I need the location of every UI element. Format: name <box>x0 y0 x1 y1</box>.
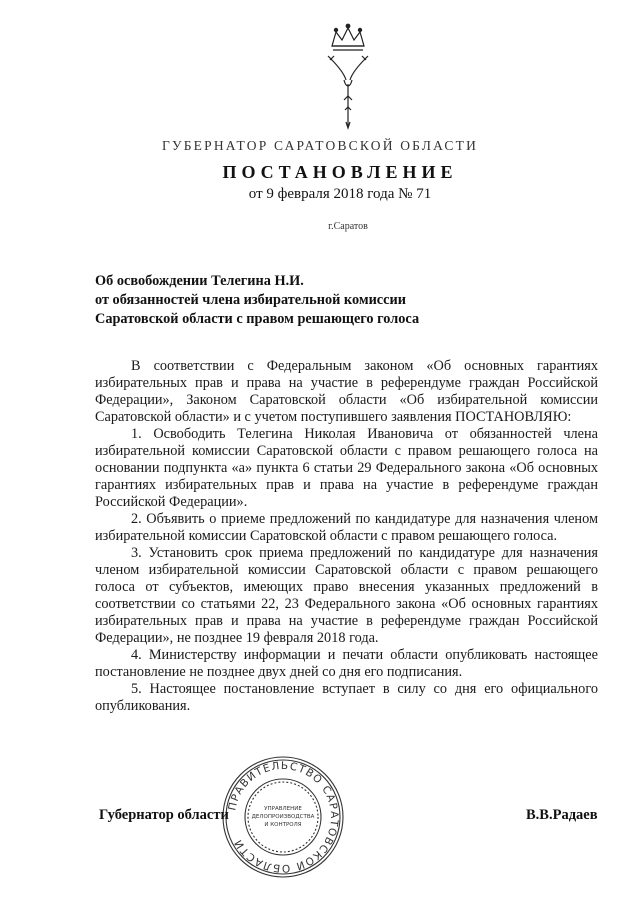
svg-text:УПРАВЛЕНИЕ: УПРАВЛЕНИЕ <box>264 806 302 812</box>
preamble-paragraph: В соответствии с Федеральным законом «Об основных гарантиях избирательных прав и права на участие в референдуме граждан Российской Федерации», Законом Саратовской области «Об избирательной комиссии Саратовской области» и с учетом поступившего заявления ПОСТАНОВЛЯЮ: <box>95 358 598 425</box>
signatory-title: Губернатор области <box>99 807 229 823</box>
document-type: ПОСТАНОВЛЕНИЕ <box>222 162 458 182</box>
signatory-name: В.В.Радаев <box>526 807 598 823</box>
document-body <box>95 358 598 715</box>
coat-of-arms-icon <box>318 18 378 138</box>
official-seal-icon <box>218 752 348 882</box>
resolution-item: 4. Министерству информации и печати области опубликовать настоящее постановление не позднее двух дней со дня его подписания. <box>95 647 598 680</box>
issuing-authority: ГУБЕРНАТОР САРАТОВСКОЙ ОБЛАСТИ <box>161 138 479 153</box>
subject-line: от обязанностей члена избирательной комиссии <box>95 292 406 308</box>
resolution-item: 2. Объявить о приеме предложений по кандидатуре для назначения членом избирательной комиссии Саратовской области с правом решающего голоса. <box>95 511 598 544</box>
subject-line: Об освобождении Телегина Н.И. <box>95 273 304 289</box>
subject-line: Саратовской области с правом решающего голоса <box>95 311 420 327</box>
document-date-number: от 9 февраля 2018 года № 71 <box>248 186 432 202</box>
resolution-item: 3. Установить срок приема предложений по кандидатуре для назначения членом избирательной комиссии Саратовской области с правом решающего голоса от субъектов, имеющих право внесения указанных предложений в соответствии со статьями 22, 23 Федерального закона «Об основных гарантиях избирательных прав и права на участие в референдуме граждан Российской Федерации», не позднее 19 февраля 2018 года. <box>95 545 598 646</box>
resolution-item: 1. Освободить Телегина Николая Ивановича от обязанностей члена избирательной комиссии Саратовской области с правом решающего голоса на основании подпункта «а» пункта 6 статьи 29 Федерального закона «Об основных гарантиях избирательных прав и права на участие в референдуме граждан Российской Федерации». <box>95 426 598 510</box>
svg-text:ДЕЛОПРОИЗВОДСТВА: ДЕЛОПРОИЗВОДСТВА <box>251 814 315 820</box>
document-subject <box>95 272 475 329</box>
svg-text:И КОНТРОЛЯ: И КОНТРОЛЯ <box>264 822 302 828</box>
issue-city: г.Саратов <box>328 221 368 232</box>
resolution-item: 5. Настоящее постановление вступает в силу со дня его официального опубликования. <box>95 681 598 714</box>
svg-text:ПРАВИТЕЛЬСТВО САРАТОВСКОЙ ОБЛА: ПРАВИТЕЛЬСТВО САРАТОВСКОЙ ОБЛАСТИ <box>226 759 341 875</box>
